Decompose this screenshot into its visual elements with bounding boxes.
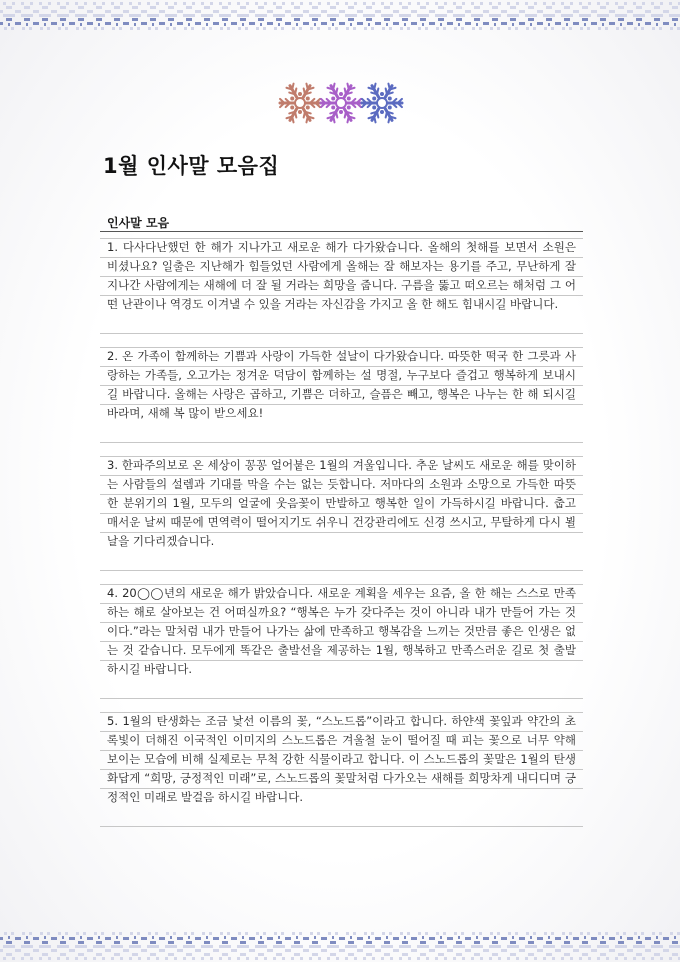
- snowflake-ornament: [278, 76, 404, 130]
- page-title: 1월 인사말 모음집: [103, 154, 280, 178]
- greeting-entry-1: [100, 237, 583, 334]
- ruled-line: [100, 807, 583, 827]
- snowflake-icon-blue: [362, 84, 402, 123]
- ruled-line: [100, 314, 583, 334]
- section-label: 인사말 모음: [107, 216, 170, 230]
- snowflake-icon-purple: [321, 84, 361, 123]
- bottom-pattern-border: [0, 922, 680, 962]
- section-divider: [100, 231, 583, 232]
- greeting-text: 2. 온 가족이 함께하는 기쁨과 사랑이 가득한 설날이 다가왔습니다. 따뜻한 떡국 한 그릇과 사랑하는 가족들, 오고가는 정겨운 덕담이 함께하는 설 명절, 누구보다 즐겁고 행복하게 보내시길 바랍니다. 올해는 사랑은 곱하고, 기쁨은 더하고, 슬픔은 빼고, 행복은 나누는 한 해 되시길 바라며, 새해 복 많이 받으세요!: [100, 347, 583, 423]
- greeting-text: 3. 한파주의보로 온 세상이 꽁꽁 얼어붙은 1월의 겨울입니다. 추운 날씨도 새로운 해를 맞이하는 사람들의 설렘과 기대를 막을 수는 없는 듯합니다. 저마다의 소원과 소망으로 가득한 따뜻한 분위기의 1월, 모두의 얼굴에 웃음꽃이 만발하고 행복한 일이 가득하시길 바랍니다. 춥고 매서운 날씨 때문에 면역력이 떨어지기도 쉬우니 건강관리에도 신경 쓰시고, 무탈하게 다시 뵐 날을 기다리겠습니다.: [100, 456, 583, 551]
- top-pattern-border: [0, 0, 680, 40]
- greeting-entry-5: [100, 711, 583, 827]
- greeting-text: 5. 1월의 탄생화는 조금 낯선 이름의 꽃, “스노드롭”이라고 합니다. 하얀색 꽃잎과 약간의 초록빛이 더해진 이국적인 이미지의 스노드롭은 겨울철 눈이 떨어질 때 피는 꽃으로 너무 약해 보이는 모습에 비해 실제로는 무척 강한 식물이라고 합니다. 이 스노드롭의 꽃말은 1월의 탄생화답게 “희망, 긍정적인 미래”로, 스노드롭의 꽃말처럼 다가오는 새해를 희망차게 내디디며 긍정적인 미래로 발걸음 하시길 바랍니다.: [100, 712, 583, 807]
- snowflake-icon-brown: [280, 84, 320, 123]
- ruled-line: [100, 679, 583, 699]
- greeting-entry-4: [100, 583, 583, 699]
- ruled-line: [100, 423, 583, 443]
- greeting-entry-3: [100, 455, 583, 571]
- greeting-text: 1. 다사다난했던 한 해가 지나가고 새로운 해가 다가왔습니다. 올해의 첫해를 보면서 소원은 비셨나요? 일출은 지난해가 힘들었던 사람에게 올해는 잘 해보자는 용기를 주고, 무난하게 잘 지나간 사람에게는 새해에 더 잘 될 거라는 희망을 줍니다. 구름을 뚫고 떠오르는 해처럼 그 어떤 난관이나 역경도 이겨낼 수 있을 거라는 자신감을 가지고 올 한 해도 힘내시길 바랍니다.: [100, 238, 583, 314]
- greeting-text: 4. 20◯◯년의 새로운 해가 밝았습니다. 새로운 계획을 세우는 요즘, 올 한 해는 스스로 만족하는 해로 살아보는 건 어떠실까요? “행복은 누가 갖다주는 것이 아니라 내가 만들어 가는 것이다.”라는 말처럼 내가 만들어 나가는 삶에 만족하고 행복감을 느끼는 것만큼 좋은 인생은 없는 것 같습니다. 모두에게 똑같은 출발선을 제공하는 1월, 행복하고 만족스러운 길로 첫 출발하시길 바랍니다.: [100, 584, 583, 679]
- greeting-entry-2: [100, 346, 583, 443]
- greetings-list: [100, 237, 583, 839]
- ruled-line: [100, 551, 583, 571]
